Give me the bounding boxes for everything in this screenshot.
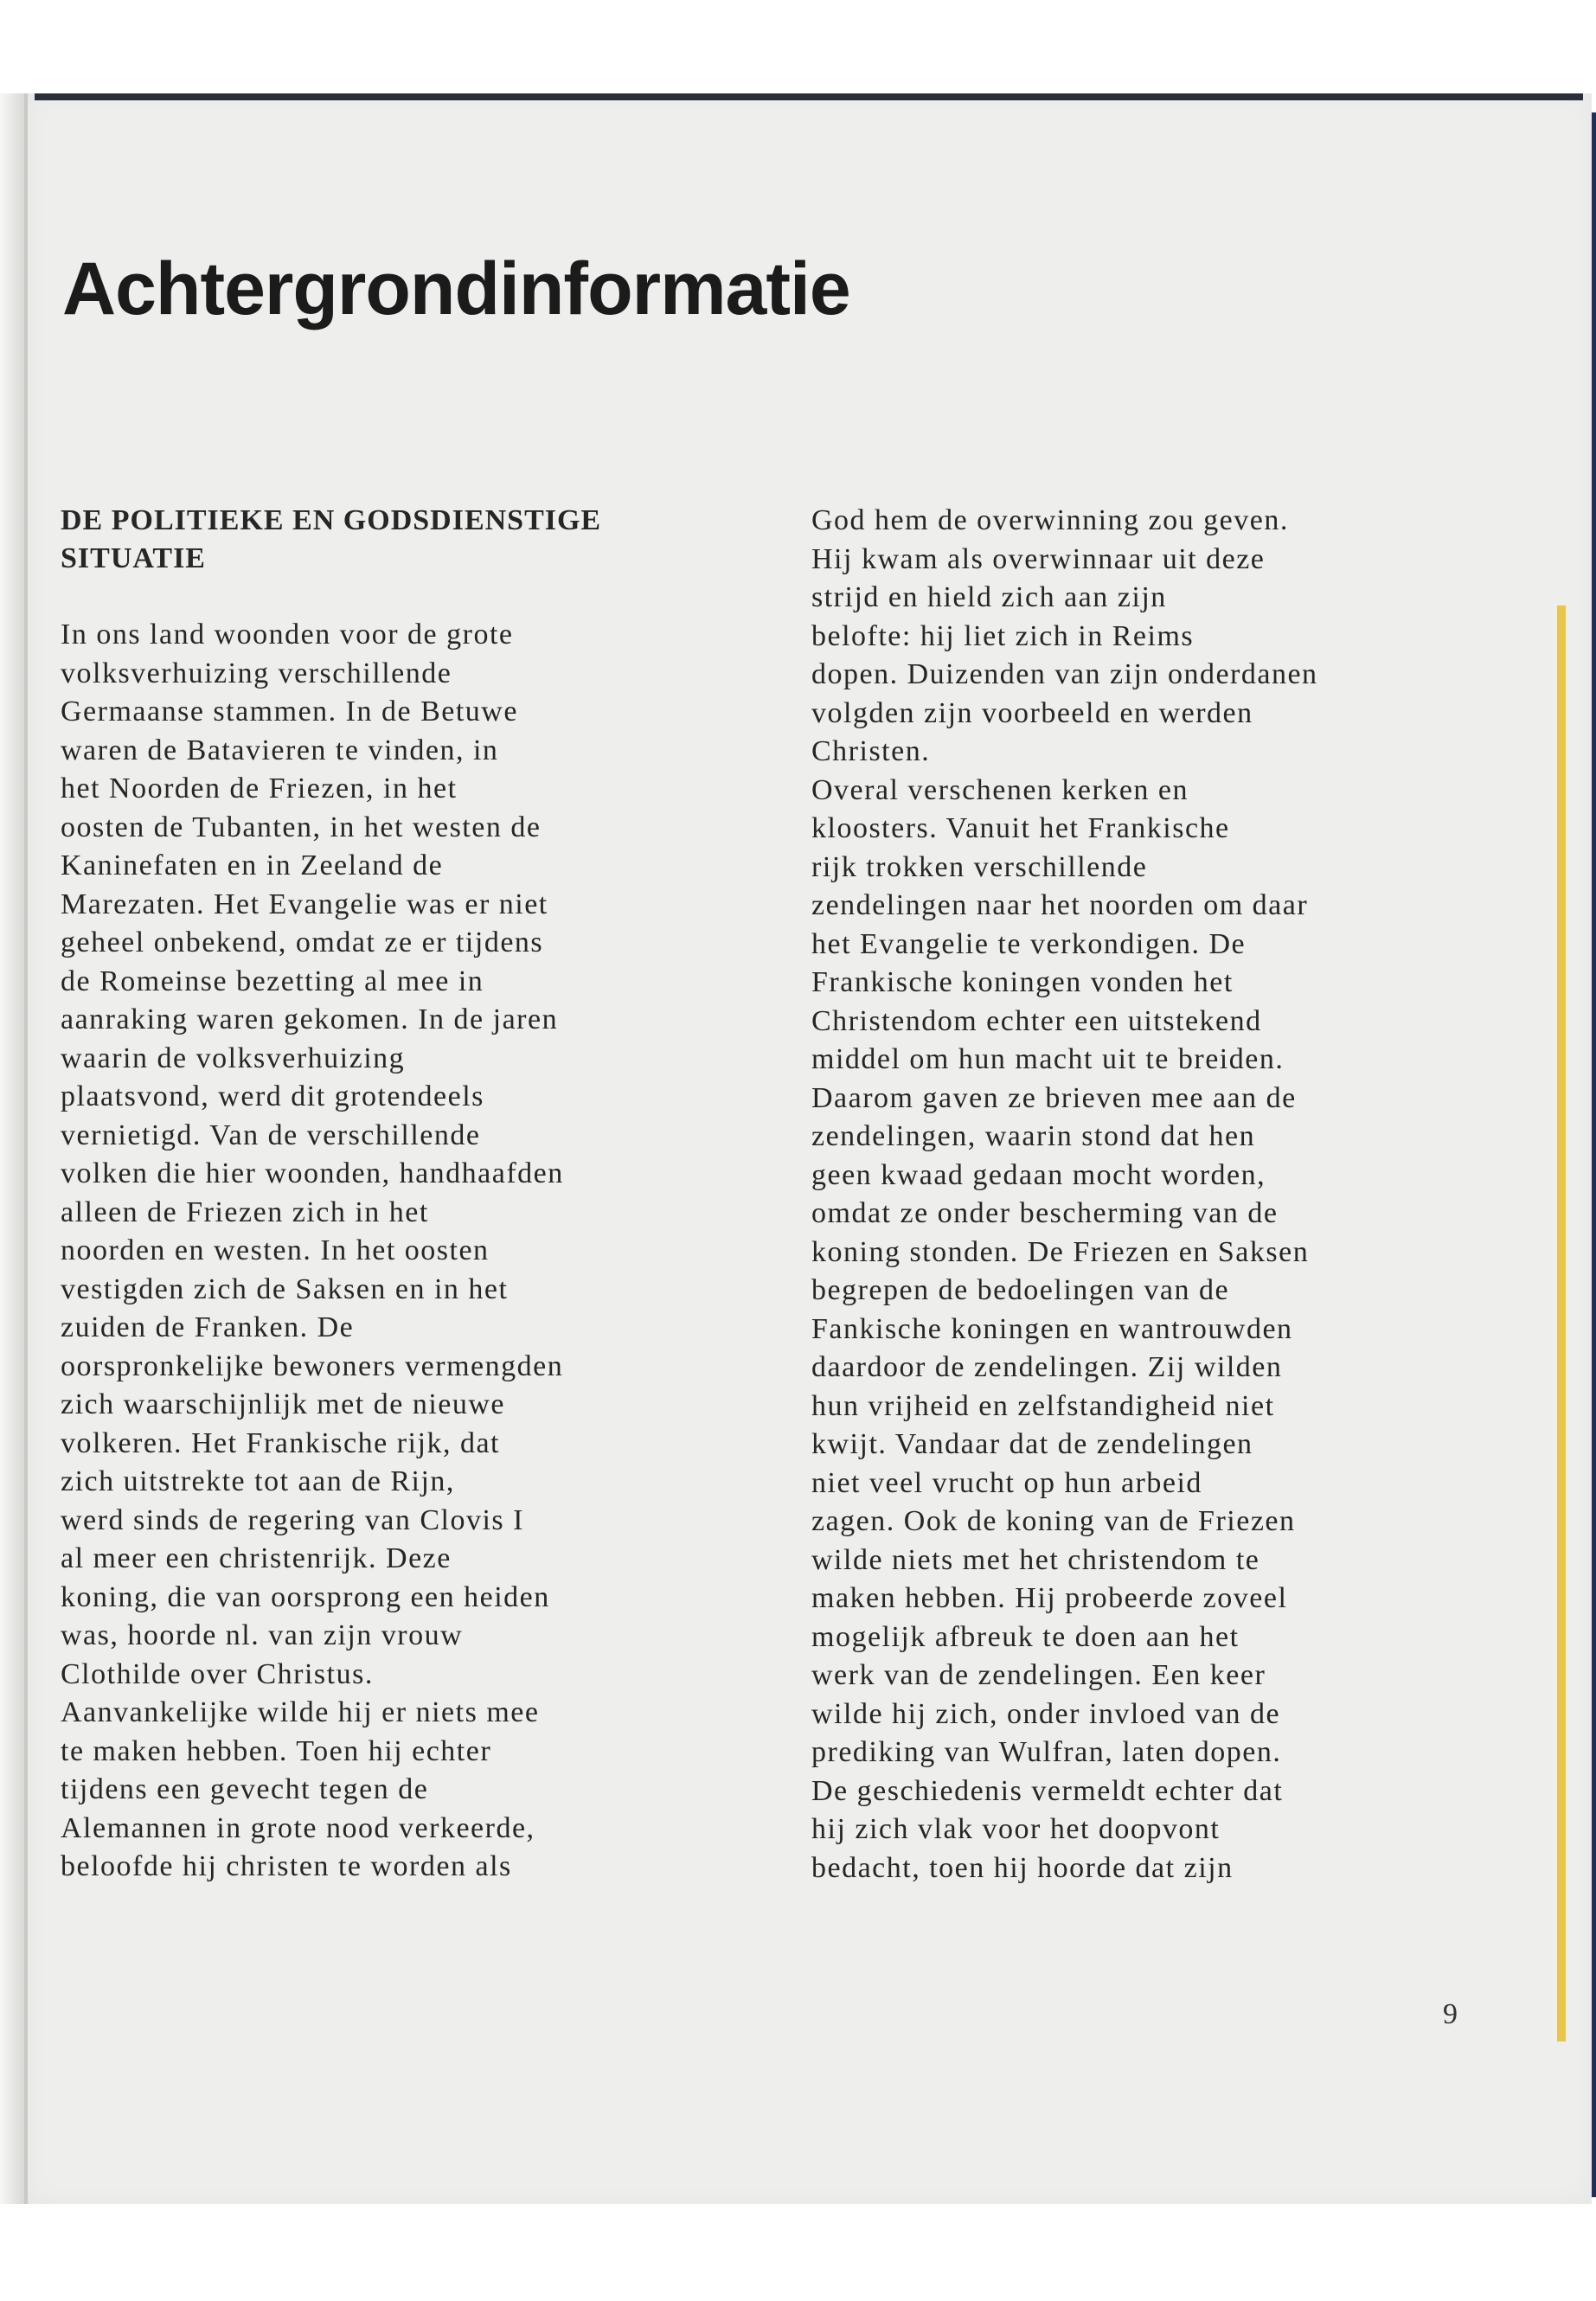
text-line: alleen de Friezen zich in het <box>61 1195 429 1228</box>
right-body-text <box>811 502 1503 1888</box>
book-spine-left <box>0 93 24 2204</box>
text-line: kwijt. Vandaar dat de zendelingen <box>811 1428 1253 1460</box>
text-line: Alemannen in grote nood verkeerde, <box>61 1811 535 1844</box>
text-line: Kaninefaten en in Zeeland de <box>61 849 444 881</box>
text-line: plaatsvond, werd dit grotendeels <box>61 1080 484 1112</box>
text-line: koning stonden. De Friezen en Saksen <box>811 1235 1310 1268</box>
text-line: werk van de zendelingen. Een keer <box>811 1659 1266 1691</box>
text-line: zich uitstrekte tot aan de Rijn, <box>61 1465 455 1497</box>
text-line: oorspronkelijke bewoners vermengden <box>61 1349 564 1382</box>
text-line: vestigden zich de Saksen en in het <box>61 1272 509 1305</box>
text-line: het Evangelie te verkondigen. De <box>811 927 1247 960</box>
text-line: In ons land woonden voor de grote <box>61 619 514 651</box>
text-line: zendelingen naar het noorden om daar <box>811 889 1309 921</box>
left-column <box>61 502 735 1887</box>
text-line: tijdens een gevecht tegen de <box>61 1773 429 1805</box>
text-line: Christen. <box>811 735 931 767</box>
text-line: waarin de volksverhuizing <box>61 1042 406 1074</box>
text-line: zuiden de Franken. De <box>61 1311 355 1343</box>
text-line: volksverhuizing verschillende <box>61 657 452 689</box>
heading-line: SITUATIE <box>61 542 206 574</box>
text-line: bedacht, toen hij hoorde dat zijn <box>811 1851 1234 1884</box>
text-line: Fankische koningen en wantrouwden <box>811 1312 1293 1345</box>
text-line: mogelijk afbreuk te doen aan het <box>811 1620 1240 1653</box>
text-line: daardoor de zendelingen. Zij wilden <box>811 1351 1283 1383</box>
text-line: strijd en hield zich aan zijn <box>811 581 1167 613</box>
page-top-edge <box>35 93 1583 100</box>
text-line: te maken hebben. Toen hij echter <box>61 1734 492 1767</box>
text-line: volken die hier woonden, handhaafden <box>61 1157 564 1189</box>
right-column <box>811 502 1503 1888</box>
yellow-page-edge <box>1557 606 1566 2041</box>
text-line: Marezaten. Het Evangelie was er niet <box>61 888 548 920</box>
text-line: niet veel vrucht op hun arbeid <box>811 1466 1202 1499</box>
text-line: rijk trokken verschillende <box>811 850 1148 883</box>
text-line: Christendom echter een uitstekend <box>811 1004 1262 1037</box>
text-line: volgden zijn voorbeeld en werden <box>811 696 1253 729</box>
text-line: Aanvankelijke wilde hij er niets mee <box>61 1696 540 1728</box>
text-line: zich waarschijnlijk met de nieuwe <box>61 1388 505 1420</box>
text-line: prediking van Wulfran, laten dopen. <box>811 1736 1282 1768</box>
text-line: kloosters. Vanuit het Frankische <box>811 812 1230 844</box>
text-line: werd sinds de regering van Clovis I <box>61 1503 524 1536</box>
text-line: zagen. Ook de koning van de Friezen <box>811 1505 1296 1537</box>
text-line: vernietigd. Van de verschillende <box>61 1118 481 1151</box>
text-line: beloofde hij christen te worden als <box>61 1850 512 1882</box>
text-line: koning, die van oorsprong een heiden <box>61 1580 550 1613</box>
text-line: belofte: hij liet zich in Reims <box>811 619 1195 652</box>
text-line: waren de Batavieren te vinden, in <box>61 734 499 766</box>
text-line: het Noorden de Friezen, in het <box>61 772 458 804</box>
text-line: middel om hun macht uit te breiden. <box>811 1043 1285 1075</box>
heading-line: DE POLITIEKE EN GODSDIENSTIGE <box>61 504 602 536</box>
text-line: Hij kwam als overwinnaar uit deze <box>811 542 1266 575</box>
text-line: dopen. Duizenden van zijn onderdanen <box>811 658 1318 690</box>
text-line: omdat ze onder bescherming van de <box>811 1197 1279 1229</box>
text-line: wilde niets met het christendom te <box>811 1543 1260 1576</box>
text-line: hij zich vlak voor het doopvont <box>811 1813 1221 1845</box>
text-line: volkeren. Het Frankische rijk, dat <box>61 1426 500 1459</box>
text-line: Germaanse stammen. In de Betuwe <box>61 695 518 727</box>
text-line: hun vrijheid en zelfstandigheid niet <box>811 1389 1275 1422</box>
text-line: was, hoorde nl. van zijn vrouw <box>61 1619 464 1651</box>
text-line: God hem de overwinning zou geven. <box>811 504 1289 536</box>
text-line: de Romeinse bezetting al mee in <box>61 965 484 997</box>
text-line: Overal verschenen kerken en <box>811 773 1189 806</box>
text-line: oosten de Tubanten, in het westen de <box>61 811 542 843</box>
text-line: Clothilde over Christus. <box>61 1657 374 1690</box>
text-line: wilde hij zich, onder invloed van de <box>811 1697 1281 1730</box>
text-line: aanraking waren gekomen. In de jaren <box>61 1003 559 1035</box>
text-line: maken hebben. Hij probeerde zoveel <box>811 1582 1288 1614</box>
page-number: 9 <box>1443 1998 1458 2030</box>
text-line: al meer een christenrijk. Deze <box>61 1542 452 1574</box>
text-line: zendelingen, waarin stond dat hen <box>811 1120 1256 1152</box>
left-body-text <box>61 616 735 1887</box>
text-line: geheel onbekend, omdat ze er tijdens <box>61 926 544 958</box>
text-line: begrepen de bedoelingen van de <box>811 1274 1230 1306</box>
section-heading <box>61 502 735 578</box>
text-line: geen kwaad gedaan mocht worden, <box>811 1158 1266 1191</box>
text-line: De geschiedenis vermeldt echter dat <box>811 1774 1284 1807</box>
text-line: Frankische koningen vonden het <box>811 966 1234 998</box>
text-line: noorden en westen. In het oosten <box>61 1234 490 1266</box>
text-line: Daarom gaven ze brieven mee aan de <box>811 1081 1297 1114</box>
page-title: Achtergrondinformatie <box>62 247 850 330</box>
